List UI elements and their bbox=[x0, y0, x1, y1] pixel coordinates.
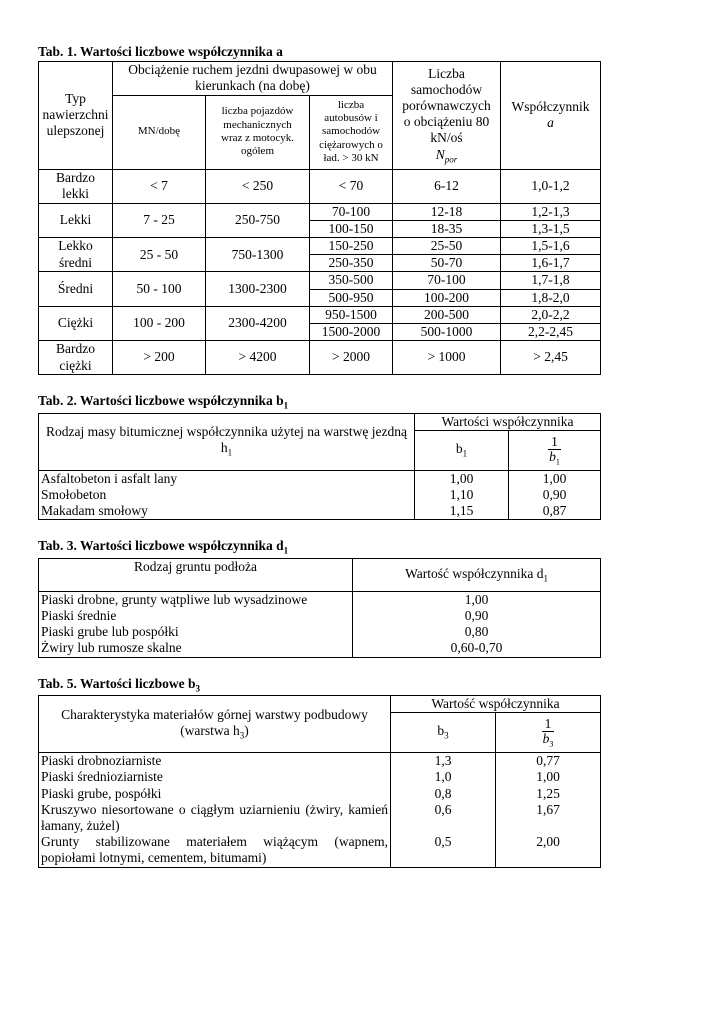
tab1-cell-typ: Lekki bbox=[39, 203, 113, 237]
tab2-b-values: 1,00 1,10 1,15 bbox=[415, 470, 509, 520]
tab1-cell-autobusy: 1500-2000 bbox=[310, 323, 393, 340]
tab2-header-b: $b_1$ bbox=[415, 430, 509, 470]
tab3-caption: Tab. 3. Wartości liczbowe współczynnika $d_1$ bbox=[38, 538, 289, 556]
tab3-header-left: Rodzaj gruntu podłoża bbox=[39, 558, 353, 591]
tab1-cell-autobusy: 350-500 bbox=[310, 272, 393, 289]
tab1-cell-typ: Ciężki bbox=[39, 306, 113, 340]
tab1-header-wspolczynnik: Współczynnik a bbox=[501, 62, 601, 169]
tab1-cell-autobusy: 950-1500 bbox=[310, 306, 393, 323]
tab5-names bbox=[39, 753, 391, 867]
tab1-caption: Tab. 1. Wartości liczbowe współczynnika a bbox=[38, 44, 283, 59]
tab2-caption: Tab. 2. Wartości liczbowe współczynnika $b_1$ bbox=[38, 393, 289, 411]
tab1-row bbox=[39, 237, 601, 254]
tab1-cell-a: 2,2-2,45 bbox=[501, 323, 601, 340]
tab1-cell-autobusy: > 2000 bbox=[310, 341, 393, 375]
tab5-b-values: 1,3 1,0 0,8 0,6 0,5 bbox=[391, 753, 496, 867]
tab1-cell-npor: 25-50 bbox=[393, 237, 501, 254]
tab1-row bbox=[39, 306, 601, 323]
tab5-row-name: Piaski grube, pospółki bbox=[41, 785, 162, 801]
tab5-header-inverse: $\frac{1}{b_3}$ bbox=[496, 713, 601, 753]
tab5-row-name: Piaski drobnoziarniste bbox=[41, 753, 162, 769]
tab1-cell-npor: 50-70 bbox=[393, 255, 501, 272]
tab3-values: 1,00 0,90 0,80 0,60-0,70 bbox=[353, 591, 601, 657]
tab1-cell-npor: > 1000 bbox=[393, 341, 501, 375]
tab1-header-pojazdy: liczba pojazdów mechanicznych wraz z motocyk. ogółem bbox=[206, 95, 310, 169]
tab3-row-name: Żwiry lub rumosze skalne bbox=[41, 640, 182, 656]
tab1-cell-autobusy: 150-250 bbox=[310, 237, 393, 254]
tab5-row-name: Piaski średnioziarniste bbox=[41, 769, 163, 785]
tab2-table bbox=[38, 413, 601, 521]
tab3-row-name: Piaski grube lub pospółki bbox=[41, 624, 179, 640]
tab1-cell-a: 1,8-2,0 bbox=[501, 289, 601, 306]
tab1-header-mn: MN/dobę bbox=[113, 95, 206, 169]
tab1-cell-npor: 18-35 bbox=[393, 220, 501, 237]
tab1-cell-npor: 200-500 bbox=[393, 306, 501, 323]
tab5-row-name: Grunty stabilizowane materiałem wiążącym (wapnem, popiołami lotnymi, cementem, bitumami) bbox=[41, 834, 388, 866]
tab1-cell-npor: 12-18 bbox=[393, 203, 501, 220]
tab1-cell-a: 1,2-1,3 bbox=[501, 203, 601, 220]
tab1-cell-typ: Bardzo lekki bbox=[39, 169, 113, 203]
tab1-cell-autobusy: 70-100 bbox=[310, 203, 393, 220]
tab3-row-name: Piaski średnie bbox=[41, 607, 117, 623]
tab1-cell-a: 2,0-2,2 bbox=[501, 306, 601, 323]
tab1-row bbox=[39, 272, 601, 289]
tab1-row bbox=[39, 169, 601, 203]
tab1-cell-mn: < 7 bbox=[113, 169, 206, 203]
tab1-cell-pojazdy: 2300-4200 bbox=[206, 306, 310, 340]
tab1-cell-a: 1,7-1,8 bbox=[501, 272, 601, 289]
tab1-cell-typ: Średni bbox=[39, 272, 113, 306]
tab1-cell-npor: 500-1000 bbox=[393, 323, 501, 340]
tab3-names bbox=[39, 591, 353, 657]
tab1-cell-pojazdy: < 250 bbox=[206, 169, 310, 203]
tab1-cell-a: 1,6-1,7 bbox=[501, 255, 601, 272]
tab2-row-name: Asfaltobeton i asfalt lany bbox=[41, 470, 178, 486]
tab1-cell-a: > 2,45 bbox=[501, 341, 601, 375]
tab1-cell-npor: 6-12 bbox=[393, 169, 501, 203]
tab2-names bbox=[39, 470, 415, 520]
tab3-row-name: Piaski drobne, grunty wątpliwe lub wysadzinowe bbox=[41, 591, 308, 607]
tab1-cell-pojazdy: 250-750 bbox=[206, 203, 310, 237]
tab1-cell-a: 1,5-1,6 bbox=[501, 237, 601, 254]
tab2-header-inverse: $\frac{1}{b_1}$ bbox=[509, 430, 601, 470]
tab1-cell-mn: 50 - 100 bbox=[113, 272, 206, 306]
tab1-cell-autobusy: 500-950 bbox=[310, 289, 393, 306]
tab1-cell-pojazdy: 1300-2300 bbox=[206, 272, 310, 306]
tab5-row-name: Kruszywo niesortowane o ciągłym uziarnieniu (żwiry, kamień łamany, żużel) bbox=[41, 801, 388, 833]
tab2-header-values: Wartości współczynnika bbox=[415, 413, 601, 430]
tab1-header-autobusy: liczba autobusów i samochodów ciężarowych o ład. > 30 kN bbox=[310, 95, 393, 169]
tab1-cell-typ: Bardzo ciężki bbox=[39, 341, 113, 375]
tab1-cell-autobusy: 250-350 bbox=[310, 255, 393, 272]
tab3-table bbox=[38, 558, 601, 658]
tab1-cell-autobusy: < 70 bbox=[310, 169, 393, 203]
tab5-header-values: Wartość współczynnika bbox=[391, 696, 601, 713]
tab1-header-typ: Typ nawierzchni ulepszonej bbox=[39, 62, 113, 169]
tab1-cell-pojazdy: 750-1300 bbox=[206, 237, 310, 271]
tab1-cell-a: 1,0-1,2 bbox=[501, 169, 601, 203]
tab1-cell-mn: 25 - 50 bbox=[113, 237, 206, 271]
document-page bbox=[38, 44, 600, 868]
tab1-row bbox=[39, 341, 601, 375]
tab1-row bbox=[39, 203, 601, 220]
tab1-header-liczba: Liczba samochodów porównawczych o obciążeniu 80 kN/oś $N_{por}$ bbox=[393, 62, 501, 169]
tab1-cell-pojazdy: > 4200 bbox=[206, 341, 310, 375]
tab2-header-left: Rodzaj masy bitumicznej współczynnika użytej na warstwę jezdną $h_1$ bbox=[39, 413, 415, 470]
tab2-row-name: Smołobeton bbox=[41, 486, 107, 502]
tab2-inv-values: 1,00 0,90 0,87 bbox=[509, 470, 601, 520]
tab5-header-b: $b_3$ bbox=[391, 713, 496, 753]
tab1-cell-autobusy: 100-150 bbox=[310, 220, 393, 237]
tab1-cell-mn: 100 - 200 bbox=[113, 306, 206, 340]
tab1-cell-typ: Lekko średni bbox=[39, 237, 113, 271]
tab2-row-name: Makadam smołowy bbox=[41, 503, 148, 519]
tab5-header-left: Charakterystyka materiałów górnej warstwy podbudowy (warstwa $h_3$) bbox=[39, 696, 391, 753]
tab5-caption: Tab. 5. Wartości liczbowe $b_3$ bbox=[38, 675, 201, 694]
tab1-cell-mn: 7 - 25 bbox=[113, 203, 206, 237]
tab5-inv-values: 0,77 1,00 1,25 1,67 2,00 bbox=[496, 753, 601, 867]
tab1-header-obciazenie: Obciążenie ruchem jezdni dwupasowej w obu kierunkach (na dobę) bbox=[113, 62, 393, 95]
tab1-cell-mn: > 200 bbox=[113, 341, 206, 375]
tab3-header-right: Wartość współczynnika $d_1$ bbox=[353, 558, 601, 591]
tab1-table bbox=[38, 61, 601, 375]
tab1-cell-a: 1,3-1,5 bbox=[501, 220, 601, 237]
tab5-table bbox=[38, 695, 601, 868]
tab1-cell-npor: 70-100 bbox=[393, 272, 501, 289]
tab1-cell-npor: 100-200 bbox=[393, 289, 501, 306]
